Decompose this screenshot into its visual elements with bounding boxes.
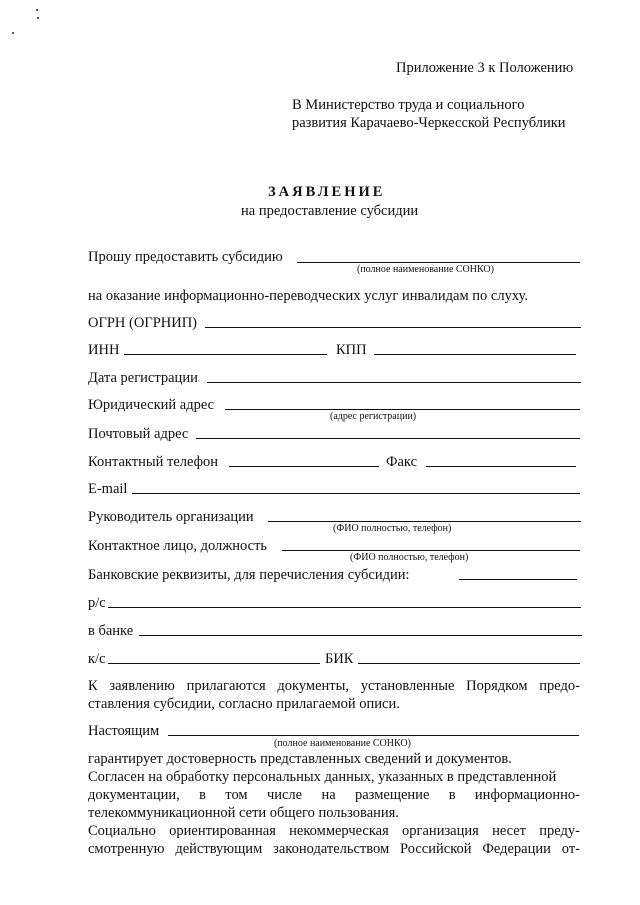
- legal-address-field-line[interactable]: [225, 409, 580, 410]
- reg-date-label: Дата регистрации: [88, 370, 198, 386]
- addressee-line-2: развития Карачаево-Черкесской Республики: [292, 115, 566, 131]
- appendix-note: Приложение 3 к Положению: [396, 60, 574, 76]
- email-field-line[interactable]: [132, 493, 580, 494]
- hereby-label: Настоящим: [88, 723, 160, 739]
- phone-field-line[interactable]: [229, 466, 379, 467]
- document-subtitle: на предоставление субсидии: [241, 203, 419, 219]
- consent-text-line-2: документации, в том числе на размещение в информационно-: [88, 787, 580, 803]
- contact-field-line[interactable]: [282, 550, 580, 551]
- consent-text-line-3: телекоммуникационной сети общего пользования.: [88, 805, 399, 821]
- hereby-field-line[interactable]: [168, 735, 579, 736]
- inn-field-line[interactable]: [124, 354, 327, 355]
- scan-speck: [37, 17, 39, 19]
- bank-details-field-line[interactable]: [459, 579, 577, 580]
- corr-account-label: к/с: [88, 651, 106, 667]
- bik-label: БИК: [325, 651, 354, 667]
- request-hint: (полное наименование СОНКО): [357, 264, 494, 275]
- hereby-hint: (полное наименование СОНКО): [274, 738, 411, 749]
- guarantee-text: гарантирует достоверность представленных сведений и документов.: [88, 751, 512, 767]
- consent-text-line-1: Согласен на обработку персональных данных, указанных в представленной: [88, 769, 557, 785]
- attachments-text-line-1: К заявлению прилагаются документы, установленные Порядком предо-: [88, 678, 580, 694]
- legal-address-label: Юридический адрес: [88, 397, 215, 413]
- service-text: на оказание информационно-переводческих услуг инвалидам по слуху.: [88, 288, 528, 304]
- postal-address-label: Почтовый адрес: [88, 426, 189, 442]
- request-label: Прошу предоставить субсидию: [88, 249, 283, 265]
- postal-address-field-line[interactable]: [196, 438, 580, 439]
- contact-hint: (ФИО полностью, телефон): [350, 552, 469, 563]
- kpp-label: КПП: [336, 342, 367, 358]
- bank-details-label: Банковские реквизиты, для перечисления субсидии:: [88, 567, 410, 583]
- request-field-line[interactable]: [297, 262, 580, 263]
- head-hint: (ФИО полностью, телефон): [333, 523, 452, 534]
- addressee-line-1: В Министерство труда и социального: [292, 97, 525, 113]
- contact-label: Контактное лицо, должность: [88, 538, 268, 554]
- legal-address-hint: (адрес регистрации): [330, 411, 417, 422]
- responsibility-text-line-2: смотренную действующим законодательством Российской Федерации от-: [88, 841, 580, 857]
- inn-label: ИНН: [88, 342, 120, 358]
- bank-field-line[interactable]: [139, 635, 582, 636]
- bik-field-line[interactable]: [358, 663, 580, 664]
- bank-label: в банке: [88, 623, 134, 639]
- account-field-line[interactable]: [108, 607, 581, 608]
- email-label: E-mail: [88, 481, 128, 497]
- scan-speck: [12, 32, 14, 34]
- head-label: Руководитель организации: [88, 509, 254, 525]
- scan-speck: [36, 9, 38, 11]
- attachments-text-line-2: ставления субсидии, согласно прилагаемой описи.: [88, 696, 400, 712]
- account-label: р/с: [88, 595, 106, 611]
- head-field-line[interactable]: [268, 521, 581, 522]
- ogrn-field-line[interactable]: [205, 327, 581, 328]
- fax-field-line[interactable]: [426, 466, 576, 467]
- fax-label: Факс: [386, 454, 418, 470]
- responsibility-text-line-1: Социально ориентированная некоммерческая организация несет преду-: [88, 823, 580, 839]
- ogrn-label: ОГРН (ОГРНИП): [88, 315, 198, 331]
- reg-date-field-line[interactable]: [207, 382, 581, 383]
- corr-account-field-line[interactable]: [108, 663, 320, 664]
- phone-label: Контактный телефон: [88, 454, 219, 470]
- document-title: ЗАЯВЛЕНИЕ: [268, 184, 386, 200]
- kpp-field-line[interactable]: [374, 354, 576, 355]
